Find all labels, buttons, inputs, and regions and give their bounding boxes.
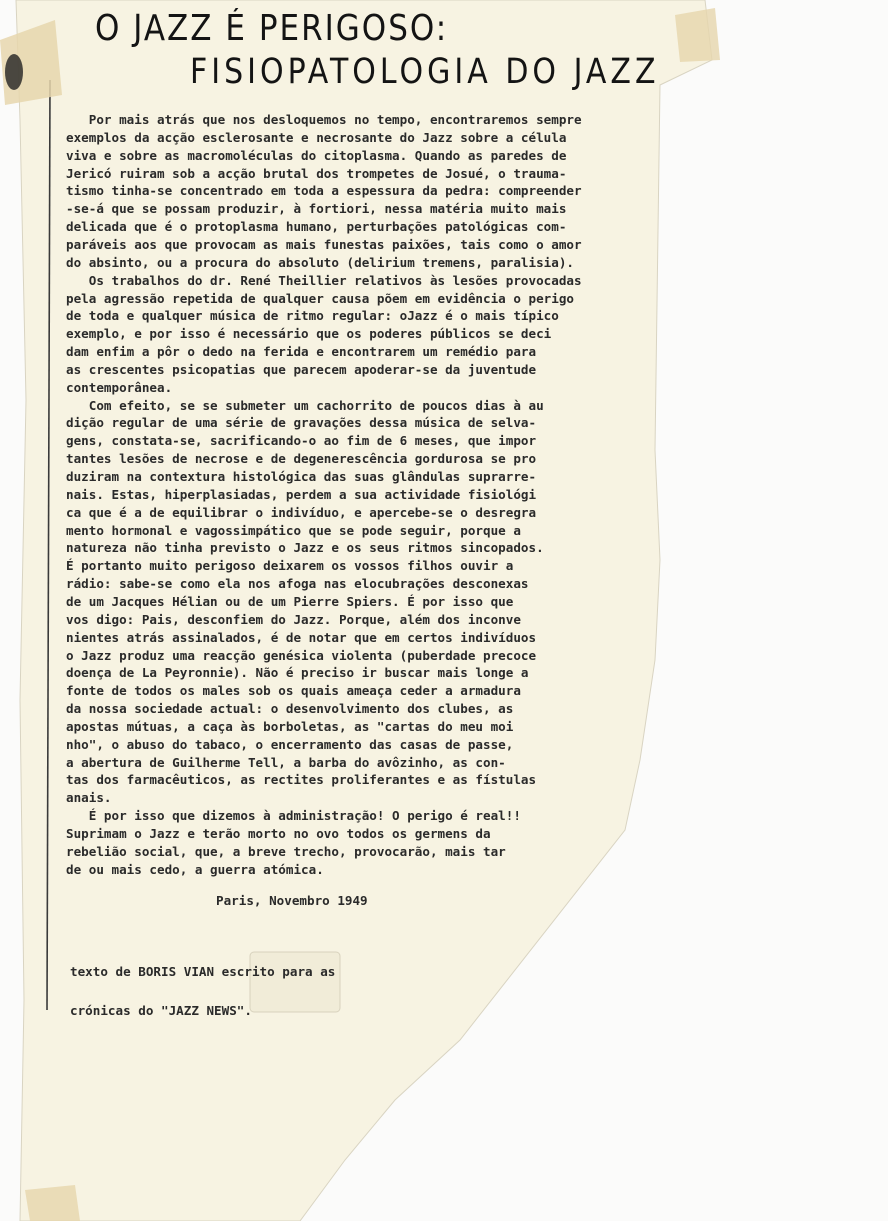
body-line: natureza não tinha previsto o Jazz e os seus ritmos sincopados. (66, 540, 544, 556)
body-line: vos digo: Pais, desconfiem do Jazz. Porque, além dos inconve (66, 611, 521, 627)
body-line: dam enfim a pôr o dedo na ferida e encontrarem um remédio para (66, 344, 537, 360)
body-line: fonte de todos os males sob os quais ameaça ceder a armadura (66, 683, 521, 699)
body-line: É por isso que dizemos à administração! O perigo é real!! (66, 808, 521, 824)
body-line: tas dos farmacêuticos, as rectites proliferantes e as fístulas (66, 772, 537, 788)
body-line: dição regular de uma série de gravações dessa música de selva- (66, 415, 537, 431)
body-line: Suprimam o Jazz e terão morto no ovo todos os germens da (66, 826, 491, 841)
body-line: duziram na contextura histológica das suas glândulas suprarre- (66, 469, 537, 484)
body-line: paráveis aos que provocam as mais funestas paixões, tais como o amor (66, 236, 582, 252)
body-line: tismo tinha-se concentrado em toda a espessura da pedra: compreender (66, 183, 582, 199)
clip-shadow (5, 54, 23, 90)
body-line: delicada que é o protoplasma humano, perturbações patológicas com- (66, 219, 567, 235)
body-line: Jericó ruiram sob a acção brutal dos trompetes de Josué, o trauma- (66, 165, 567, 181)
body-line: do absinto, ou a procura do absoluto (delirium tremens, paralisia). (66, 254, 574, 270)
title-line-2: FISIOPATOLOGIA DO JAZZ (190, 52, 660, 93)
body-line: de um Jacques Hélian ou de um Pierre Spiers. É por isso que (66, 593, 514, 609)
body-line: Os trabalhos do dr. René Theillier relativos às lesões provocadas (66, 272, 582, 288)
body-line: mento hormonal e vagossimpático que se pode seguir, porque a (66, 522, 521, 538)
body-line: de toda e qualquer música de ritmo regular: oJazz é o mais típico (66, 308, 559, 324)
body-line: -se-á que se possam produzir, à fortiori, nessa matéria muito mais (66, 201, 567, 217)
body-line: a abertura de Guilherme Tell, a barba do avôzinho, as con- (66, 754, 506, 770)
body-line: Com efeito, se se submeter um cachorrito de poucos dias à au (66, 397, 544, 413)
body-line: de ou mais cedo, a guerra atómica. (66, 861, 324, 877)
body-line: tantes lesões de necrose e de degenerescência gordurosa se pro (66, 451, 537, 467)
body-line: da nossa sociedade actual: o desenvolvimento dos clubes, as (66, 701, 514, 717)
body-line: É portanto muito perigoso deixarem os vossos filhos ouvir a (66, 558, 514, 574)
tape-bottom-left (25, 1185, 80, 1221)
body-line: ca que é a de equilibrar o indivíduo, e apercebe-se o desregra (66, 504, 537, 520)
title-line-1: O JAZZ É PERIGOSO: (95, 8, 449, 50)
body-line: gens, constata-se, sacrificando-o ao fim de 6 meses, que impor (66, 433, 537, 449)
body-line: nho", o abuso do tabaco, o encerramento das casas de passe, (66, 736, 514, 752)
body-line: contemporânea. (66, 379, 173, 395)
body-line: apostas mútuas, a caça às borboletas, as "cartas do meu moi (66, 718, 514, 734)
body-line: rádio: sabe-se como ela nos afoga nas elocubrações desconexas (66, 576, 529, 592)
body-line: viva e sobre as macromoléculas do citoplasma. Quando as paredes de (66, 147, 567, 163)
body-line: exemplo, e por isso é necessário que os poderes públicos se deci (66, 326, 552, 342)
body-line: nientes atrás assinalados, é de notar que em certos indivíduos (66, 629, 537, 645)
paper-patch (250, 952, 340, 1012)
body-line: rebelião social, que, a breve trecho, provocarão, mais tar (66, 843, 506, 859)
credit-line-1: texto de BORIS VIAN escrito para as (70, 964, 336, 979)
body-line: doença de La Peyronnie). Não é preciso ir buscar mais longe a (66, 665, 529, 681)
body-line: Por mais atrás que nos desloquemos no tempo, encontraremos sempre (66, 112, 582, 127)
body-line: anais. (66, 790, 112, 806)
credit-line-2: crónicas do "JAZZ NEWS". (70, 1003, 252, 1018)
body-line: pela agressão repetida de qualquer causa põem em evidência o perigo (66, 290, 574, 306)
place-date: Paris, Novembro 1949 (216, 893, 368, 908)
tape-top-right (675, 8, 720, 62)
body-line: nais. Estas, hiperplasiadas, perdem a sua actividade fisiológi (66, 486, 537, 502)
body-line: as crescentes psicopatias que parecem apoderar-se da juventude (66, 361, 537, 377)
body-line: exemplos da acção esclerosante e necrosante do Jazz sobre a célula (66, 129, 567, 145)
body-line: o Jazz produz uma reacção genésica violenta (puberdade precoce (66, 647, 537, 663)
